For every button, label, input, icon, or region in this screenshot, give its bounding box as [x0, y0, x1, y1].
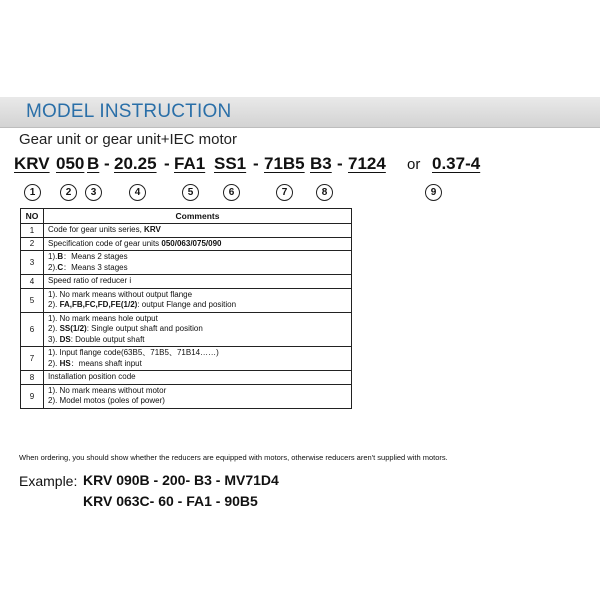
comment-text: HS	[59, 358, 71, 368]
comment-text: Speed ratio of reducer i	[48, 276, 132, 285]
code-motor-a: 7124	[348, 154, 386, 173]
position-marker: 6	[223, 184, 240, 201]
code-or: or	[407, 156, 421, 173]
position-marker: 8	[316, 184, 333, 201]
code-stage: B	[87, 154, 100, 173]
comment-text: 1). No mark means hole output	[48, 313, 158, 323]
code-separator: -	[253, 154, 259, 173]
comment-line	[48, 372, 347, 383]
code-size: 050	[56, 154, 85, 173]
code-shaft: SS1	[214, 154, 247, 173]
row-comment	[44, 371, 352, 385]
comment-line	[48, 276, 347, 287]
subtitle: Gear unit or gear unit+IEC motor	[19, 131, 238, 148]
comment-line	[48, 263, 347, 274]
row-comment	[44, 275, 352, 289]
comment-text: 2).	[48, 300, 60, 309]
comment-line	[48, 359, 347, 370]
comment-text: : Single output shaft and position	[86, 324, 203, 333]
table-row	[21, 371, 352, 385]
position-marker: 4	[129, 184, 146, 201]
section-header-band	[0, 97, 600, 128]
example-label: Example:	[19, 473, 78, 489]
row-comment	[44, 251, 352, 275]
comment-text: 1). No mark means without output flange	[48, 289, 193, 299]
code-flange: FA1	[174, 154, 206, 173]
comment-text: Code for gear units series,	[48, 225, 145, 234]
comment-text: DS	[59, 334, 71, 344]
table-row	[21, 288, 352, 312]
table-row	[21, 275, 352, 289]
comment-text: KRV	[144, 225, 161, 234]
position-marker: 7	[276, 184, 293, 201]
row-comment	[44, 312, 352, 347]
comment-text: SS(1/2)	[59, 324, 87, 333]
table-body	[21, 224, 352, 409]
comment-text: 1).	[48, 252, 58, 261]
comment-line	[48, 324, 347, 335]
code-mounting: B3	[310, 154, 332, 173]
comment-text: 2).	[48, 324, 60, 333]
row-comment	[44, 347, 352, 371]
comment-text: ：Means 3 stages	[63, 262, 128, 272]
comment-text: 1). Input flange code(63B5、71B5、71B14……)	[48, 348, 219, 357]
comment-text: 1). No mark means without motor	[48, 385, 167, 395]
row-number: 5	[21, 288, 44, 312]
code-separator: -	[104, 154, 110, 173]
comment-line	[48, 386, 347, 397]
comment-text: 050/063/075/090	[161, 238, 222, 248]
example-line-2: KRV 063C- 60 - FA1 - 90B5	[83, 493, 258, 509]
comment-text: ：means shaft input	[70, 358, 142, 368]
comment-text: Installation position code	[48, 372, 136, 381]
row-number: 2	[21, 237, 44, 251]
table-row	[21, 237, 352, 251]
table-row	[21, 347, 352, 371]
row-number: 7	[21, 347, 44, 371]
table-row	[21, 312, 352, 347]
table-header-row	[21, 209, 352, 224]
comment-text: 3).	[48, 334, 60, 344]
comment-line	[48, 335, 347, 346]
code-motor-b: 0.37-4	[432, 154, 481, 173]
row-comment	[44, 224, 352, 238]
comment-text: : Double output shaft	[70, 334, 145, 344]
section-title: MODEL INSTRUCTION	[26, 101, 232, 122]
row-comment	[44, 237, 352, 251]
comment-line	[48, 300, 347, 311]
comment-text: 2).	[48, 262, 58, 272]
code-separator: -	[164, 154, 170, 173]
row-number: 3	[21, 251, 44, 275]
ordering-note: When ordering, you should show whether the reducers are equipped with motors, otherwise reducers aren't supplied with motors.	[19, 453, 448, 462]
comment-text: C	[57, 262, 64, 272]
example-line-1: KRV 090B - 200- B3 - MV71D4	[83, 472, 279, 488]
comment-line	[48, 348, 347, 359]
comment-text: 2).	[48, 358, 60, 368]
comment-text: FA,FB,FC,FD,FE(1/2)	[59, 300, 138, 309]
position-marker: 5	[182, 184, 199, 201]
comment-text: Specification code of gear units	[48, 238, 162, 248]
row-number: 8	[21, 371, 44, 385]
comment-line	[48, 314, 347, 325]
comment-line	[48, 225, 347, 236]
comment-text: 2). Model motos (poles of power)	[48, 396, 165, 405]
position-marker: 9	[425, 184, 442, 201]
row-number: 6	[21, 312, 44, 347]
row-number: 9	[21, 384, 44, 408]
code-separator: -	[337, 154, 343, 173]
column-header-no: NO	[21, 209, 44, 224]
column-header-comments: Comments	[44, 209, 352, 224]
table-row	[21, 384, 352, 408]
code-ratio: 20.25	[114, 154, 157, 173]
row-comment	[44, 288, 352, 312]
comment-line	[48, 396, 347, 407]
specification-table	[20, 208, 352, 409]
comment-line	[48, 290, 347, 301]
position-marker: 1	[24, 184, 41, 201]
position-marker: 2	[60, 184, 77, 201]
comment-text: ：Means 2 stages	[63, 252, 128, 261]
table-row	[21, 224, 352, 238]
row-number: 4	[21, 275, 44, 289]
code-series: KRV	[14, 154, 50, 173]
row-comment	[44, 384, 352, 408]
comment-text: : output Flange and position	[137, 300, 237, 309]
position-marker: 3	[85, 184, 102, 201]
comment-line	[48, 239, 347, 250]
comment-line	[48, 252, 347, 263]
row-number: 1	[21, 224, 44, 238]
comment-text: B	[57, 252, 64, 261]
code-input-flange: 71B5	[264, 154, 305, 173]
table-row	[21, 251, 352, 275]
